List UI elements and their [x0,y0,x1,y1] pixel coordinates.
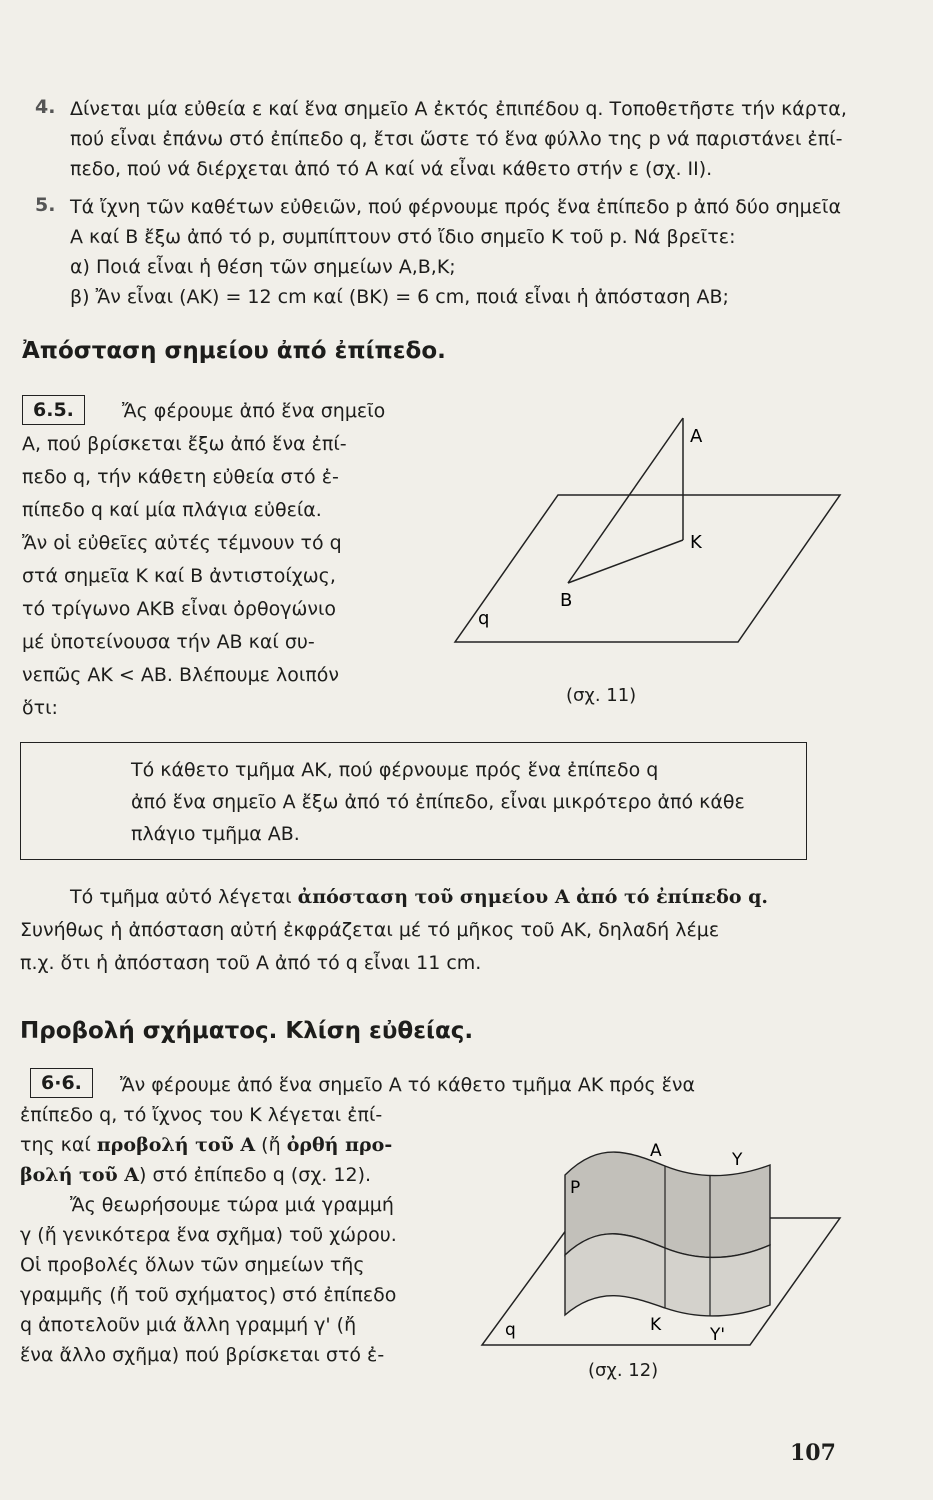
label-gamma: Υ [732,1150,743,1170]
distance-term: ἀπόσταση τοῦ σημείου Α ἀπό τό ἐπίπεδο q. [297,886,769,908]
paragraph-6-6-line: ἐπίπεδο q, τό ἴχνος του Κ λέγεται ἐπί- [20,1104,383,1126]
paragraph-6-6-line [20,1136,392,1155]
paragraph-6-6-line: Ἄς θεωρήσουμε τώρα μιά γραμμή [70,1194,394,1216]
section-heading-distance: Ἀπόσταση σημείου ἀπό ἐπίπεδο. [22,338,446,364]
label-q: q [478,608,490,629]
figure-12 [470,1130,850,1360]
label-k: Κ [690,532,702,553]
paragraph-6-6-line: γραμμῆς (ἤ τοῦ σχήματος) στό ἐπίπεδο [20,1284,397,1306]
projection-term: προβολή τοῦ Α [96,1134,256,1156]
paragraph-6-5-line: τό τρίγωνο ΑΚΒ εἶναι ὀρθογώνιο [22,598,337,620]
paragraph-6-6-line: ἕνα ἄλλο σχῆμα) πού βρίσκεται στό ἐ- [20,1344,385,1366]
paragraph-label-6-6: 6·6. [30,1068,93,1098]
figure-11 [440,400,880,700]
definition-line: Τό κάθετο τμῆμα ΑΚ, πού φέρνουμε πρός ἕνα ἐπίπεδο q [131,759,659,781]
exercise-5-line: Τά ἴχνη τῶν καθέτων εὐθειῶν, πού φέρνουμε πρός ἕνα ἐπίπεδο p ἀπό δύο σημεῖα [70,196,841,218]
paragraph-6-5-line: νεπῶς ΑΚ < ΑΒ. Βλέπουμε λοιπόν [22,664,339,686]
distance-definition-line: Συνήθως ἡ ἀπόσταση αὐτή ἐκφράζεται μέ τό μῆκος τοῦ ΑΚ, δηλαδή λέμε [20,919,720,941]
segment-ab [568,418,683,583]
paragraph-6-6-line: Ἄν φέρουμε ἀπό ἕνα σημεῖο Α τό κάθετο τμῆμα ΑΚ πρός ἕνα [120,1074,696,1096]
label-q: q [505,1320,516,1340]
definition-box [20,742,807,860]
orthogonal-projection-term: ὀρθή προ- [286,1134,393,1156]
label-a: Α [650,1141,662,1161]
paragraph-6-6-line: Οἱ προβολές ὅλων τῶν σημείων τῆς [20,1254,365,1276]
distance-definition-line [70,888,768,907]
paragraph-6-6-line: q ἀποτελοῦν μιά ἄλλη γραμμή γ' (ἤ [20,1314,357,1336]
paragraph-6-5-line: μέ ὑποτείνουσα τήν ΑΒ καί συ- [22,631,315,653]
distance-definition-line: π.χ. ὅτι ἡ ἀπόσταση τοῦ Α ἀπό τό q εἶναι 11 cm. [20,952,482,974]
plane-q [455,495,840,642]
label-a: Α [690,426,703,447]
exercise-4-number: 4. [35,96,56,118]
paragraph-6-5-line: Α, πού βρίσκεται ἔξω ἀπό ἕνα ἐπί- [22,433,347,455]
exercise-5-line: Α καί Β ἔξω ἀπό τό p, συμπίπτουν στό ἴδιο σημεῖο Κ τοῦ p. Νά βρεῖτε: [70,226,736,248]
text-run: ) στό ἐπίπεδο q (σχ. 12). [139,1164,372,1186]
text-run: της καί [20,1134,97,1156]
exercise-4-line: Δίνεται μία εὐθεία ε καί ἕνα σημεῖο Α ἐκτός ἐπιπέδου q. Τοποθετῆστε τήν κάρτα, [70,98,847,120]
label-b: Β [560,590,573,611]
exercise-5-line: α) Ποιά εἶναι ἡ θέση τῶν σημείων Α,Β,Κ; [70,256,456,278]
paragraph-6-5-line: πίπεδο q καί μία πλάγια εὐθεία. [22,499,322,521]
segment-kb [568,540,683,583]
paragraph-6-5-line: στά σημεῖα Κ καί Β ἀντιστοίχως, [22,565,336,587]
figure-12-caption: (σχ. 12) [588,1360,659,1381]
exercise-4-line: πού εἶναι ἐπάνω στό ἐπίπεδο q, ἔτσι ὥστε τό ἕνα φύλλο της p νά παριστάνει ἐπί- [70,128,843,150]
paragraph-6-5-line: ὅτι: [22,697,58,719]
paragraph-label-6-5: 6.5. [22,395,85,425]
paragraph-6-5-line: Ἄν οἱ εὐθεῖες αὐτές τέμνουν τό q [22,532,342,554]
paragraph-6-6-line [20,1166,371,1185]
orthogonal-projection-term: βολή τοῦ Α [20,1164,140,1186]
definition-line: πλάγιο τμῆμα ΑΒ. [131,823,300,845]
exercise-5-number: 5. [35,194,56,216]
figure-11-caption: (σχ. 11) [566,685,637,706]
section-heading-projection: Προβολή σχήματος. Κλίση εὐθείας. [20,1018,474,1044]
exercise-5-line: β) Ἄν εἶναι (ΑΚ) = 12 cm καί (ΒΚ) = 6 cm, ποιά εἶναι ἡ ἀπόσταση ΑΒ; [70,286,729,308]
definition-line: ἀπό ἕνα σημεῖο Α ἔξω ἀπό τό ἐπίπεδο, εἶναι μικρότερο ἀπό κάθε [131,791,745,813]
exercise-4-line: πεδο, πού νά διέρχεται ἀπό τό Α καί νά εἶναι κάθετο στήν ε (σχ. II). [70,158,713,180]
distance-text: Τό τμῆμα αὐτό λέγεται [70,886,298,908]
paragraph-6-6-line: γ (ἤ γενικότερα ἕνα σχῆμα) τοῦ χώρου. [20,1224,397,1246]
label-k: Κ [650,1315,662,1335]
page-number: 107 [790,1440,836,1466]
text-run: (ἤ [255,1134,287,1156]
paragraph-6-5-line: πεδο q, τήν κάθετη εὐθεία στό ἐ- [22,466,339,488]
label-p: Ρ [570,1178,581,1198]
paragraph-6-5-line: Ἄς φέρουμε ἀπό ἕνα σημεῖο [122,400,386,422]
label-gamma-prime: Υ' [710,1325,726,1345]
